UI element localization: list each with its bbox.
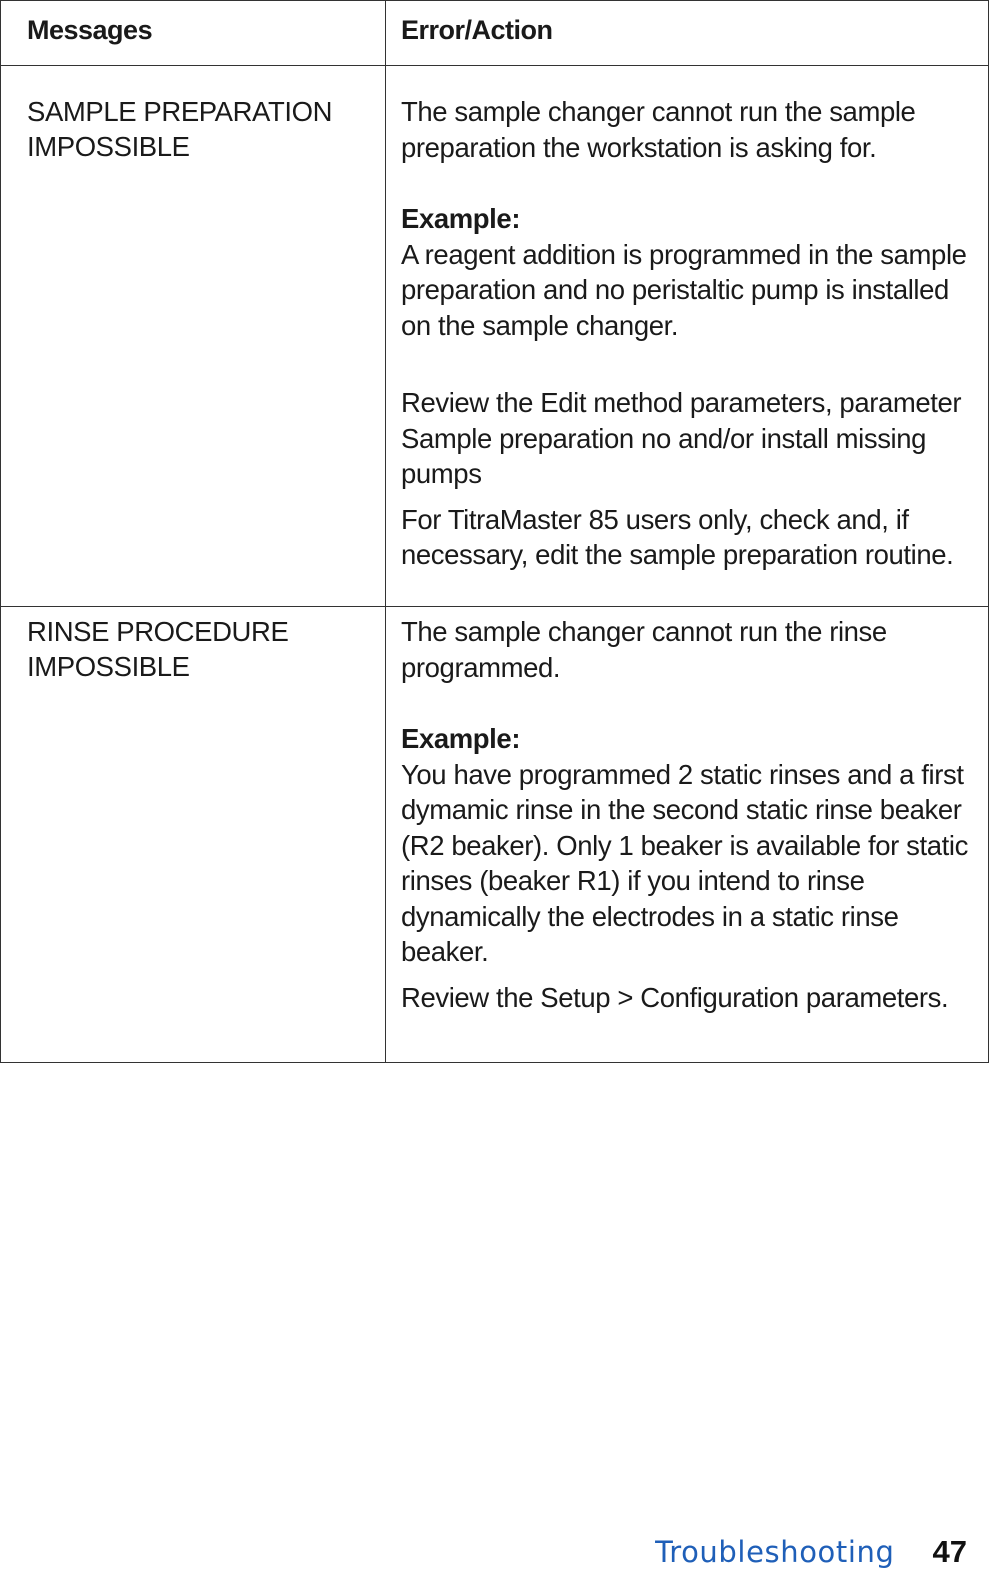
table-row	[1, 607, 989, 1063]
message-text-line: SAMPLE PREPARATION	[27, 96, 333, 127]
header-error-action-label: Error/Action	[401, 15, 553, 45]
footer-section-title: Troubleshooting	[655, 1535, 895, 1569]
example-text: A reagent addition is programmed in the sample preparation and no peristaltic pump is installed on the sample changer.	[401, 238, 967, 341]
message-text-line: IMPOSSIBLE	[27, 131, 190, 162]
table-row	[1, 66, 989, 607]
example-label: Example:	[401, 203, 521, 234]
error-action-cell	[386, 66, 989, 607]
message-text-line: IMPOSSIBLE	[27, 651, 190, 682]
header-messages-label: Messages	[27, 15, 153, 45]
example-label: Example:	[401, 723, 521, 754]
header-messages	[1, 1, 386, 66]
message-text-line: RINSE PROCEDURE	[27, 616, 289, 647]
action-text: Review the Edit method parameters, parameter Sample preparation no and/or install missing pumps	[401, 387, 962, 489]
header-error-action	[386, 1, 989, 66]
message-cell	[1, 607, 386, 1063]
page-footer	[655, 1534, 967, 1570]
error-description: The sample changer cannot run the sample preparation the workstation is asking for.	[401, 96, 916, 163]
error-action-cell	[386, 607, 989, 1063]
example-text: You have programmed 2 static rinses and a first dymamic rinse in the second static rinse beaker (R2 beaker). Only 1 beaker is available for static rinses (beaker R1) if you intend to rinse dynamically the electrodes in a static rinse beaker.	[401, 758, 968, 967]
error-description: The sample changer cannot run the rinse programmed.	[401, 616, 887, 683]
page-number: 47	[932, 1534, 967, 1569]
action-text: Review the Setup > Configuration parameters.	[401, 981, 949, 1013]
message-cell	[1, 66, 386, 607]
table-header-row	[1, 1, 989, 66]
note-text: For TitraMaster 85 users only, check and, if necessary, edit the sample preparation routine.	[401, 503, 954, 570]
